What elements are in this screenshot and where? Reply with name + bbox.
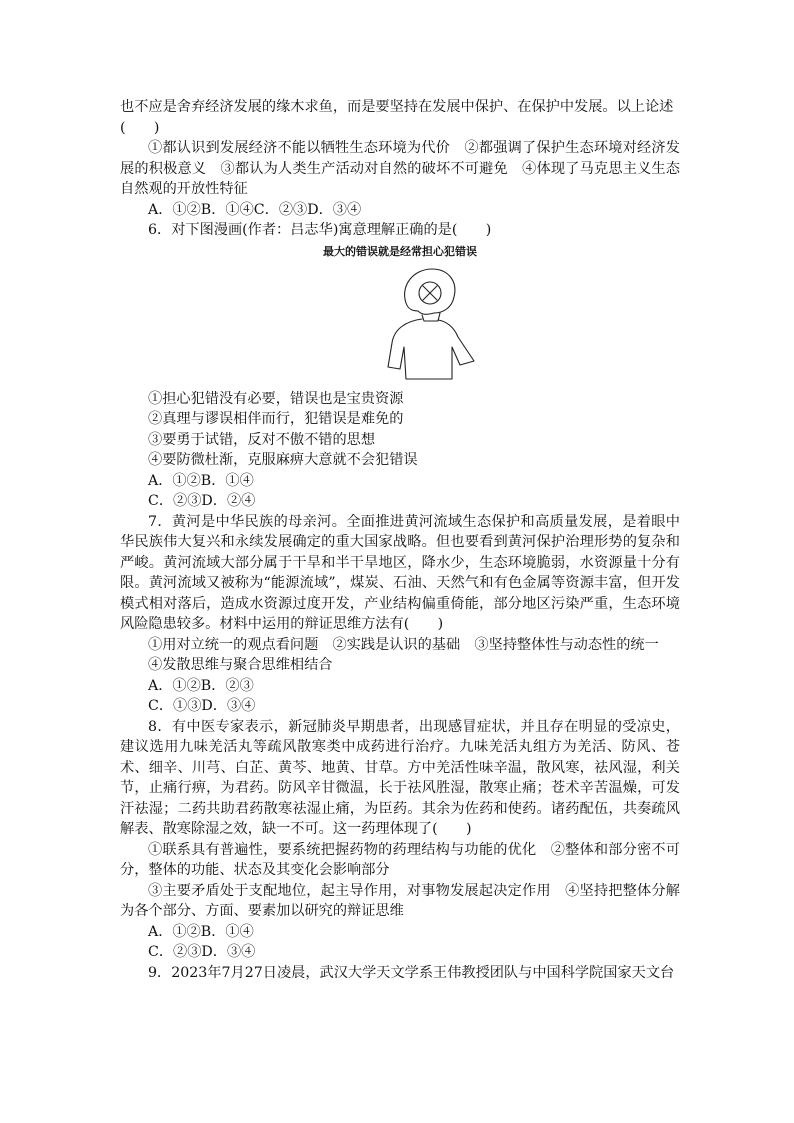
q6-statement-1: ①担心犯错没有必要，错误也是宝贵资源 [148, 390, 404, 407]
q8-statements-2: ③主要矛盾处于支配地位，起主导作用，对事物发展起决定作用 ④坚持把整体分解为各个部分、方面、要素加以研究的辩证思维 [120, 882, 680, 919]
q5-statements: ①都认识到发展经济不能以牺牲生态环境为代价 ②都强调了保护生态环境对经济发展的积极意义 ③都认为人类生产活动对自然的破坏不可避免 ④体现了马克思主义生态自然观的开放性特征 [120, 140, 680, 197]
q6-statement-2: ②真理与谬误相伴而行，犯错误是难免的 [148, 411, 404, 427]
q6-cartoon [120, 241, 680, 389]
q6-statement-3: ③要勇于试错，反对不傲不错的思想 [148, 431, 376, 448]
continuation-line: 也不应是舍弃经济发展的缘木求鱼，而是要坚持在发展中保护、在保护中发展。以上论述 [120, 99, 674, 115]
answer-bracket: ( ) [120, 119, 160, 136]
q6-options-cd: C．②③D．②④ [148, 493, 256, 509]
q6-options-ab: A．①②B．①④ [148, 472, 254, 489]
q9-stem: 9．2023年7月27日凌晨，武汉大学天文学系王伟教授团队与中国科学院国家天文台 [148, 964, 675, 981]
text-column [120, 97, 680, 983]
q7-statements-1: ①用对立统一的观点看问题 ②实践是认识的基础 ③坚持整体性与动态性的统一 [148, 636, 659, 653]
q6-statement-4: ④要防微杜渐，克服麻痹大意就不会犯错误 [148, 452, 418, 468]
q8-options-ab: A．①②B．①④ [148, 923, 254, 940]
q7-options-cd: C．①③D．③④ [148, 698, 256, 714]
q5-options: A．①②B．①④C．②③D．③④ [148, 201, 362, 218]
q6-stem: 6．对下图漫画(作者：吕志华)寓意理解正确的是( ) [148, 222, 492, 238]
q8-statements-1: ①联系具有普遍性，要系统把握药物的药理结构与功能的优化 ②整体和部分密不可分，整体的功能、状态及其变化会影响部分 [120, 841, 680, 878]
worried-person-icon [382, 263, 482, 381]
q7-options-ab: A．①②B．②③ [148, 677, 254, 694]
q8-options-cd: C．②③D．③④ [148, 944, 256, 960]
q7-stem: 7．黄河是中华民族的母亲河。全面推进黄河流域生态保护和高质量发展，是着眼中华民族伟大复兴和永续发展确定的重大国家战略。但也要看到黄河保护治理形势的复杂和严峻。黄河流域大部分属于干旱和半干旱地区，降水少，生态环境脆弱，水资源量十分有限。黄河流域又被称为“能源流域”，煤炭、石油、天然气和有色金属等资源丰富，但开发模式相对落后，造成水资源过度开发，产业结构偏重倚能，部分地区污染严重，生态环境风险隐患较多。材料中运用的辩证思维方法有( ) [120, 513, 680, 632]
q8-stem: 8．有中医专家表示，新冠肺炎早期患者，出现感冒症状，并且存在明显的受凉史，建议选用九味羌活丸等疏风散寒类中成药进行治疗。九味羌活丸组方为羌活、防风、苍术、细辛、川芎、白芷、黄芩、地黄、甘草。方中羌活性味辛温，散风寒，祛风湿，利关节，止痛行痹，为君药。防风辛甘微温，长于祛风胜湿，散寒止痛；苍术辛苦温燥，可发汗祛湿；二药共助君药散寒祛湿止痛，为臣药。其余为佐药和使药。诸药配伍，共奏疏风解表、散寒除湿之效，缺一不可。这一药理体现了( ) [120, 718, 680, 837]
q7-statements-2: ④发散思维与聚合思维相结合 [148, 657, 333, 673]
cartoon-title: 最大的错误就是经常担心犯错误 [323, 244, 477, 258]
